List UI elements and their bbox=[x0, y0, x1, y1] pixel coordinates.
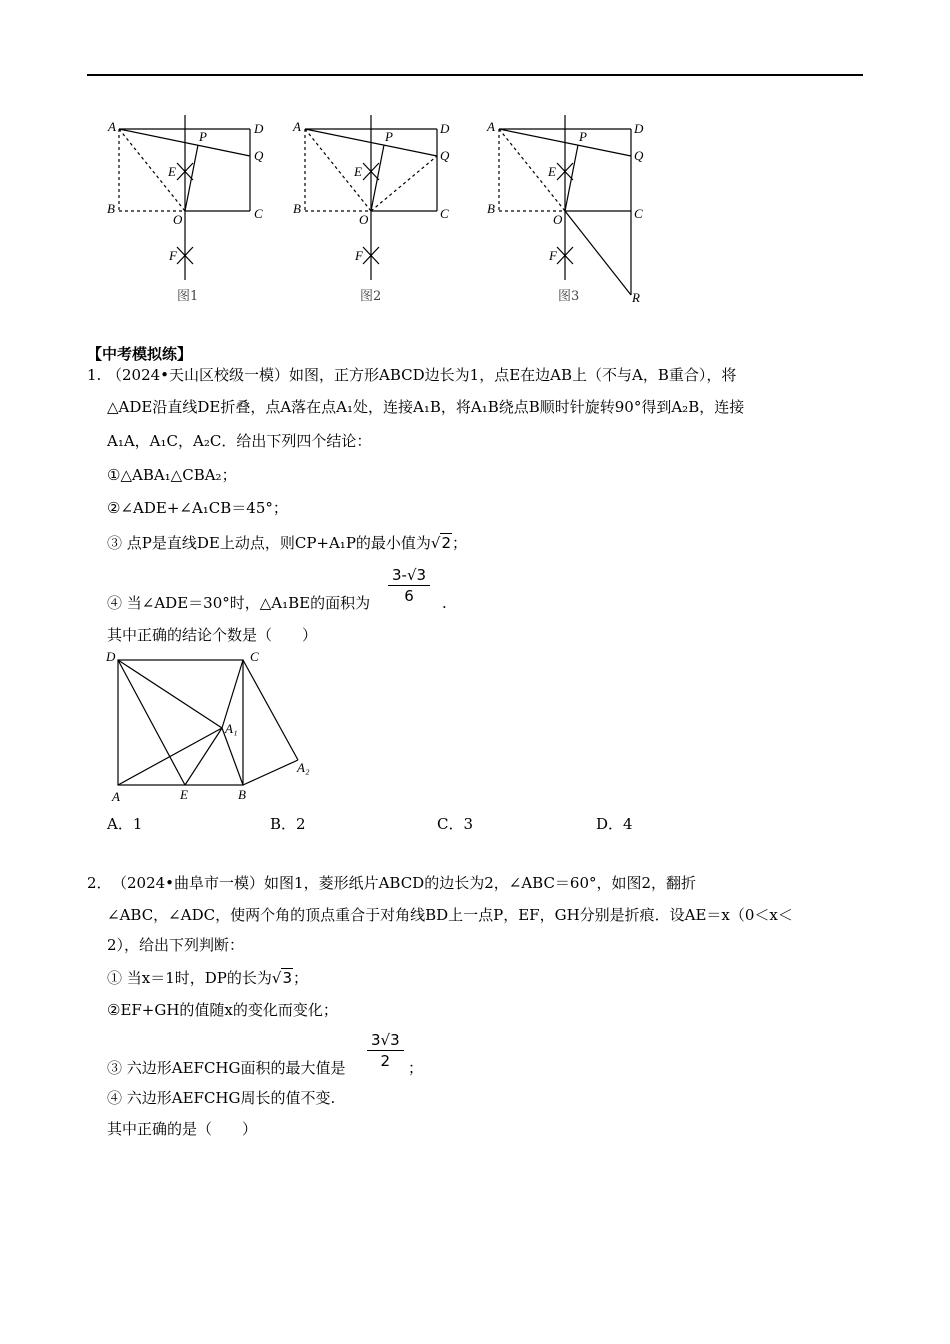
q1-statement-1: ①△ABA₁△CBA₂； bbox=[107, 466, 237, 484]
figures-top bbox=[100, 110, 660, 310]
q1-label-a: A bbox=[112, 789, 120, 804]
label-c-2: C bbox=[440, 206, 449, 221]
label-q-2: Q bbox=[440, 148, 450, 163]
q2-ask: 其中正确的是（ ） bbox=[107, 1120, 258, 1138]
label-d-2: D bbox=[440, 121, 450, 136]
header-rule bbox=[87, 74, 863, 76]
q2-statement-4: ④ 六边形AEFCHG周长的值不变. bbox=[107, 1089, 336, 1107]
label-c-1: C bbox=[254, 206, 263, 221]
q1-option-a[interactable]: A．1 bbox=[107, 815, 143, 833]
q1-line1: （2024•天山区校级一模）如图，正方形ABCD边长为1，点E在边AB上（不与A，B重合），将 bbox=[107, 366, 737, 384]
q1-statement-2: ②∠ADE+∠A₁CB＝45°； bbox=[107, 499, 288, 517]
q2-line3: 2），给出下列判断： bbox=[107, 936, 245, 954]
sqrt-expression: √3 bbox=[271, 969, 293, 987]
label-f-3: F bbox=[549, 248, 557, 263]
q2-statement-2: ②EF+GH的值随x的变化而变化； bbox=[107, 1001, 338, 1019]
caption-fig3: 图3 bbox=[558, 289, 580, 304]
label-e-3: E bbox=[548, 164, 556, 179]
q2-fraction: 3√3 2 bbox=[367, 1031, 404, 1070]
q2-line2: ∠ABC，∠ADC，使两个角的顶点重合于对角线BD上一点P，EF，GH分别是折痕．设AE＝x（0＜x＜ bbox=[107, 906, 793, 924]
q1-ask: 其中正确的结论个数是（ ） bbox=[107, 626, 318, 644]
label-e-2: E bbox=[354, 164, 362, 179]
q1-label-a2: A₂ bbox=[297, 760, 310, 775]
label-d-3: D bbox=[634, 121, 644, 136]
q1-label-b: B bbox=[238, 787, 246, 802]
label-b-2: B bbox=[293, 201, 301, 216]
q1-statement-4-end: . bbox=[442, 594, 447, 612]
caption-fig1: 图1 bbox=[177, 289, 199, 304]
label-e-1: E bbox=[168, 164, 176, 179]
label-q-1: Q bbox=[254, 148, 264, 163]
sqrt-expression: √2 bbox=[430, 534, 452, 552]
label-o-2: O bbox=[359, 212, 369, 227]
label-c-3: C bbox=[634, 206, 643, 221]
label-p-1: P bbox=[199, 129, 207, 144]
q1-option-d[interactable]: D．4 bbox=[596, 815, 633, 833]
q1-label-e: E bbox=[180, 787, 188, 802]
label-a-2: A bbox=[293, 119, 301, 134]
q1-option-b[interactable]: B．2 bbox=[270, 815, 306, 833]
q1-line2: △ADE沿直线DE折叠，点A落在点A₁处，连接A₁B，将A₁B绕点B顺时针旋转90°得到A₂B，连接 bbox=[107, 398, 745, 416]
q1-label-c: C bbox=[250, 649, 259, 664]
label-o-3: O bbox=[553, 212, 563, 227]
label-b-1: B bbox=[107, 201, 115, 216]
label-d-1: D bbox=[254, 121, 264, 136]
label-a-1: A bbox=[108, 119, 116, 134]
label-b-3: B bbox=[487, 201, 495, 216]
q1-number: 1. bbox=[87, 366, 102, 384]
q1-statement-4: ④ 当∠ADE＝30°时，△A₁BE的面积为 bbox=[107, 594, 371, 612]
q2-statement-3: ③ 六边形AEFCHG面积的最大值是 bbox=[107, 1059, 346, 1077]
q1-option-c[interactable]: C．3 bbox=[437, 815, 474, 833]
caption-fig2: 图2 bbox=[360, 289, 382, 304]
label-a-3: A bbox=[487, 119, 495, 134]
label-r-3: R bbox=[632, 290, 640, 305]
q2-line1: （2024•曲阜市一模）如图1，菱形纸片ABCD的边长为2，∠ABC＝60°，如图2，翻折 bbox=[112, 874, 697, 892]
label-f-1: F bbox=[169, 248, 177, 263]
q1-figure bbox=[100, 645, 320, 810]
q2-statement-3-end: ； bbox=[408, 1059, 424, 1077]
q1-fraction: 3-√3 6 bbox=[388, 566, 430, 605]
q1-label-a1: A₁ bbox=[225, 721, 238, 736]
q1-line3: A₁A，A₁C，A₂C．给出下列四个结论： bbox=[107, 432, 372, 450]
q2-number: 2． bbox=[87, 874, 112, 892]
label-f-2: F bbox=[355, 248, 363, 263]
label-o-1: O bbox=[173, 212, 183, 227]
q1-label-d: D bbox=[106, 649, 116, 664]
label-q-3: Q bbox=[634, 148, 644, 163]
label-p-2: P bbox=[385, 129, 393, 144]
q1-statement-3: ③ 点P是直线DE上动点，则CP+A₁P的最小值为√2； bbox=[107, 534, 468, 552]
label-p-3: P bbox=[579, 129, 587, 144]
section-title: 【中考模拟练】 bbox=[87, 345, 193, 363]
q2-statement-1: ① 当x＝1时，DP的长为√3； bbox=[107, 969, 309, 987]
